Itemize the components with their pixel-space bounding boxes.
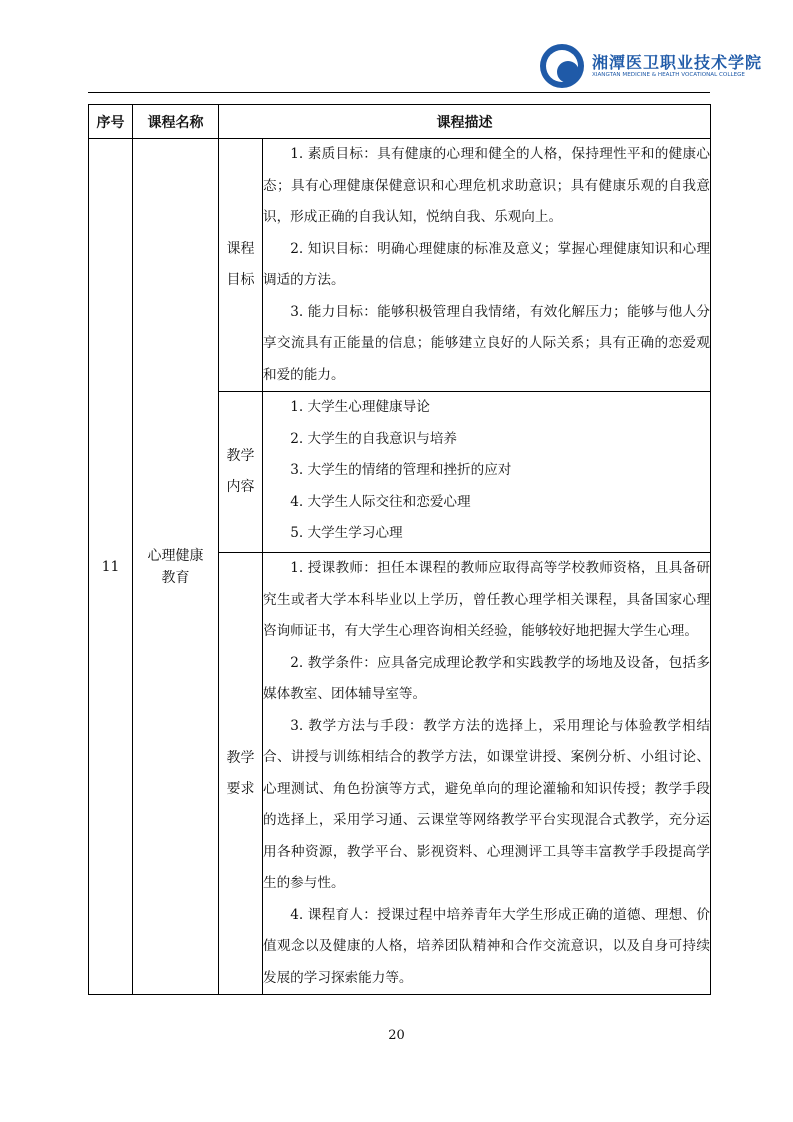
header-index: 序号	[89, 105, 133, 139]
requirement-paragraph: 4. 课程育人：授课过程中培养青年大学生形成正确的道德、理想、价值观念以及健康的人格，培养团队精神和合作交流意识，以及自身可持续发展的学习探索能力等。	[263, 906, 710, 986]
section-label-requirements	[219, 553, 263, 995]
header-rule	[88, 92, 710, 93]
requirement-paragraph: 3. 教学方法与手段：教学方法的选择上，采用理论与体验教学相结合、讲授与训练相结合的教学方法，如课堂讲授、案例分析、小组讨论、心理测试、角色扮演等方式，避免单向的理论灌输和知识传授；教学手段的选择上，采用学习通、云课堂等网络教学平台实现混合式教学，充分运用各种资源，教学平台、影视资料、心理测评工具等丰富教学手段提高学生的参与性。	[263, 717, 710, 891]
course-name-text: 心理健康教育	[147, 547, 204, 586]
header-course-name: 课程名称	[133, 105, 219, 139]
header-course-description: 课程描述	[219, 105, 711, 139]
content-item: 5. 大学生学习心理	[290, 525, 403, 541]
goal-paragraph: 1. 素质目标：具有健康的心理和健全的人格，保持理性平和的健康心态；具有心理健康保健意识和心理危机求助意识；具有健康乐观的自我意识，形成正确的自我认知，悦纳自我、乐观向上。	[263, 146, 710, 225]
goal-paragraph: 2. 知识目标：明确心理健康的标准及意义；掌握心理健康知识和心理调适的方法。	[263, 240, 710, 288]
requirement-paragraph: 2. 教学条件：应具备完成理论教学和实践教学的场地及设备，包括多媒体教室、团体辅导室等。	[263, 654, 710, 702]
section-label-goals	[219, 139, 263, 392]
table-header-row	[89, 105, 711, 139]
logo-chinese-name: 湘潭医卫职业技术学院	[592, 53, 763, 72]
goal-paragraph: 3. 能力目标：能够积极管理自我情绪，有效化解压力；能够与他人分享交流具有正能量的信息；能够建立良好的人际关系；具有正确的恋爱观和爱的能力。	[263, 303, 710, 383]
content-item: 1. 大学生心理健康导论	[290, 399, 430, 415]
section-requirements-content	[263, 553, 711, 995]
section-label-text: 教学内容	[226, 448, 255, 495]
section-label-text: 教学要求	[226, 749, 255, 797]
section-label-content	[219, 392, 263, 553]
content-item: 2. 大学生的自我意识与培养	[290, 430, 458, 447]
content-item: 3. 大学生的情绪的管理和挫折的应对	[290, 462, 512, 478]
requirement-paragraph: 1. 授课教师：担任本课程的教师应取得高等学校教师资格，且具备研究生或者大学本科毕业以上学历，曾任教心理学相关课程，具备国家心理咨询师证书，有大学生心理咨询相关经验，能够较好地把握大学生心理。	[263, 560, 710, 639]
row-index: 11	[89, 139, 133, 995]
page-number: 20	[388, 1028, 405, 1043]
content-item: 4. 大学生人际交往和恋爱心理	[290, 493, 471, 510]
table-row	[89, 139, 711, 392]
section-goals-content	[263, 139, 711, 392]
course-table	[88, 104, 711, 995]
college-logo	[540, 44, 763, 90]
section-content-list	[263, 392, 711, 553]
college-seal-icon	[540, 44, 584, 88]
section-label-text: 课程目标	[226, 241, 255, 288]
logo-english-name: XIANGTAN MEDICINE & HEALTH VOCATIONAL COLLEGE	[592, 72, 745, 78]
row-course-name	[133, 139, 219, 995]
